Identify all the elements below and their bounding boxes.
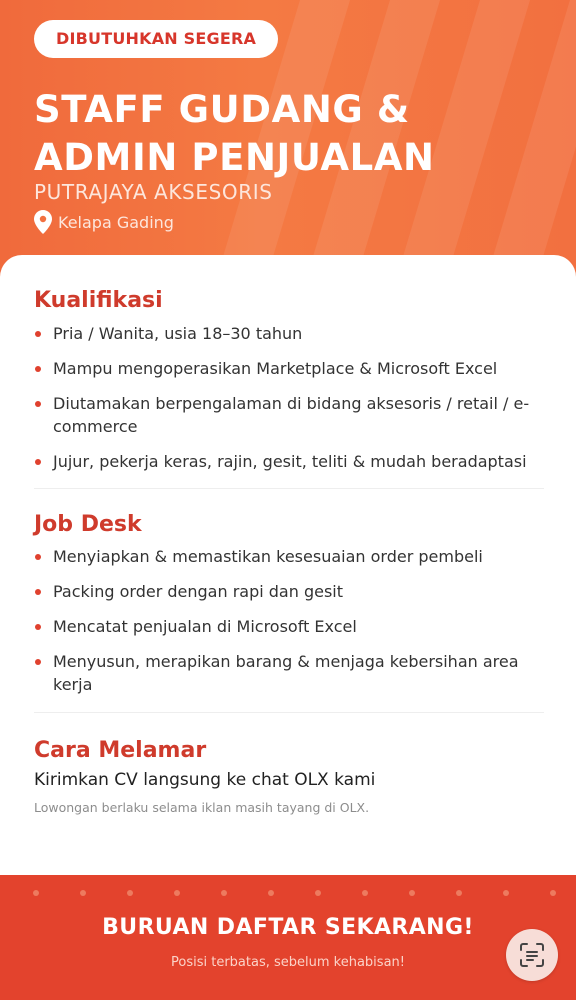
decorative-dot (456, 890, 462, 896)
divider (34, 488, 544, 489)
location-row (34, 210, 174, 234)
decorative-dot (80, 890, 86, 896)
decorative-dot (268, 890, 274, 896)
decorative-dot (315, 890, 321, 896)
map-pin-icon (34, 210, 52, 234)
decorative-dot (362, 890, 368, 896)
jobdesk-title: Job Desk (34, 512, 142, 537)
footer-banner (0, 875, 576, 1000)
list-item: Menyusun, merapikan barang & menjaga kebersihan area kerja (34, 650, 554, 696)
scan-text-button[interactable] (506, 929, 558, 981)
decorative-dot (503, 890, 509, 896)
footer-dots (0, 890, 576, 900)
list-item: Mencatat penjualan di Microsoft Excel (34, 615, 554, 638)
apply-title: Cara Melamar (34, 738, 207, 763)
decorative-dot (409, 890, 415, 896)
decorative-dot (33, 890, 39, 896)
decorative-dot (550, 890, 556, 896)
jobdesk-list (34, 545, 554, 708)
qualifications-list (34, 322, 554, 485)
list-item: Mampu mengoperasikan Marketplace & Microsoft Excel (34, 357, 554, 380)
list-item: Jujur, pekerja keras, rajin, gesit, teliti & mudah beradaptasi (34, 450, 554, 473)
urgent-badge: DIBUTUHKAN SEGERA (34, 20, 278, 58)
cta-headline: BURUAN DAFTAR SEKARANG! (102, 915, 474, 940)
list-item: Menyiapkan & memastikan kesesuaian order pembeli (34, 545, 554, 568)
list-item: Packing order dengan rapi dan gesit (34, 580, 554, 603)
job-title-line-2: ADMIN PENJUALAN (34, 136, 435, 179)
location-text: Kelapa Gading (58, 212, 174, 232)
decorative-dot (174, 890, 180, 896)
decorative-dot (221, 890, 227, 896)
decorative-dot (127, 890, 133, 896)
job-title (34, 86, 435, 182)
list-item: Pria / Wanita, usia 18–30 tahun (34, 322, 554, 345)
apply-note: Lowongan berlaku selama iklan masih tayang di OLX. (34, 800, 370, 815)
job-title-line-1: STAFF GUDANG & (34, 88, 410, 131)
company-name: PUTRAJAYA AKSESORIS (34, 180, 273, 204)
qualifications-title: Kualifikasi (34, 288, 163, 313)
scan-text-icon (519, 942, 545, 968)
cta-subtext: Posisi terbatas, sebelum kehabisan! (171, 955, 405, 970)
list-item: Diutamakan berpengalaman di bidang aksesoris / retail / e-commerce (34, 392, 554, 438)
divider (34, 712, 544, 713)
apply-instruction: Kirimkan CV langsung ke chat OLX kami (34, 770, 376, 790)
